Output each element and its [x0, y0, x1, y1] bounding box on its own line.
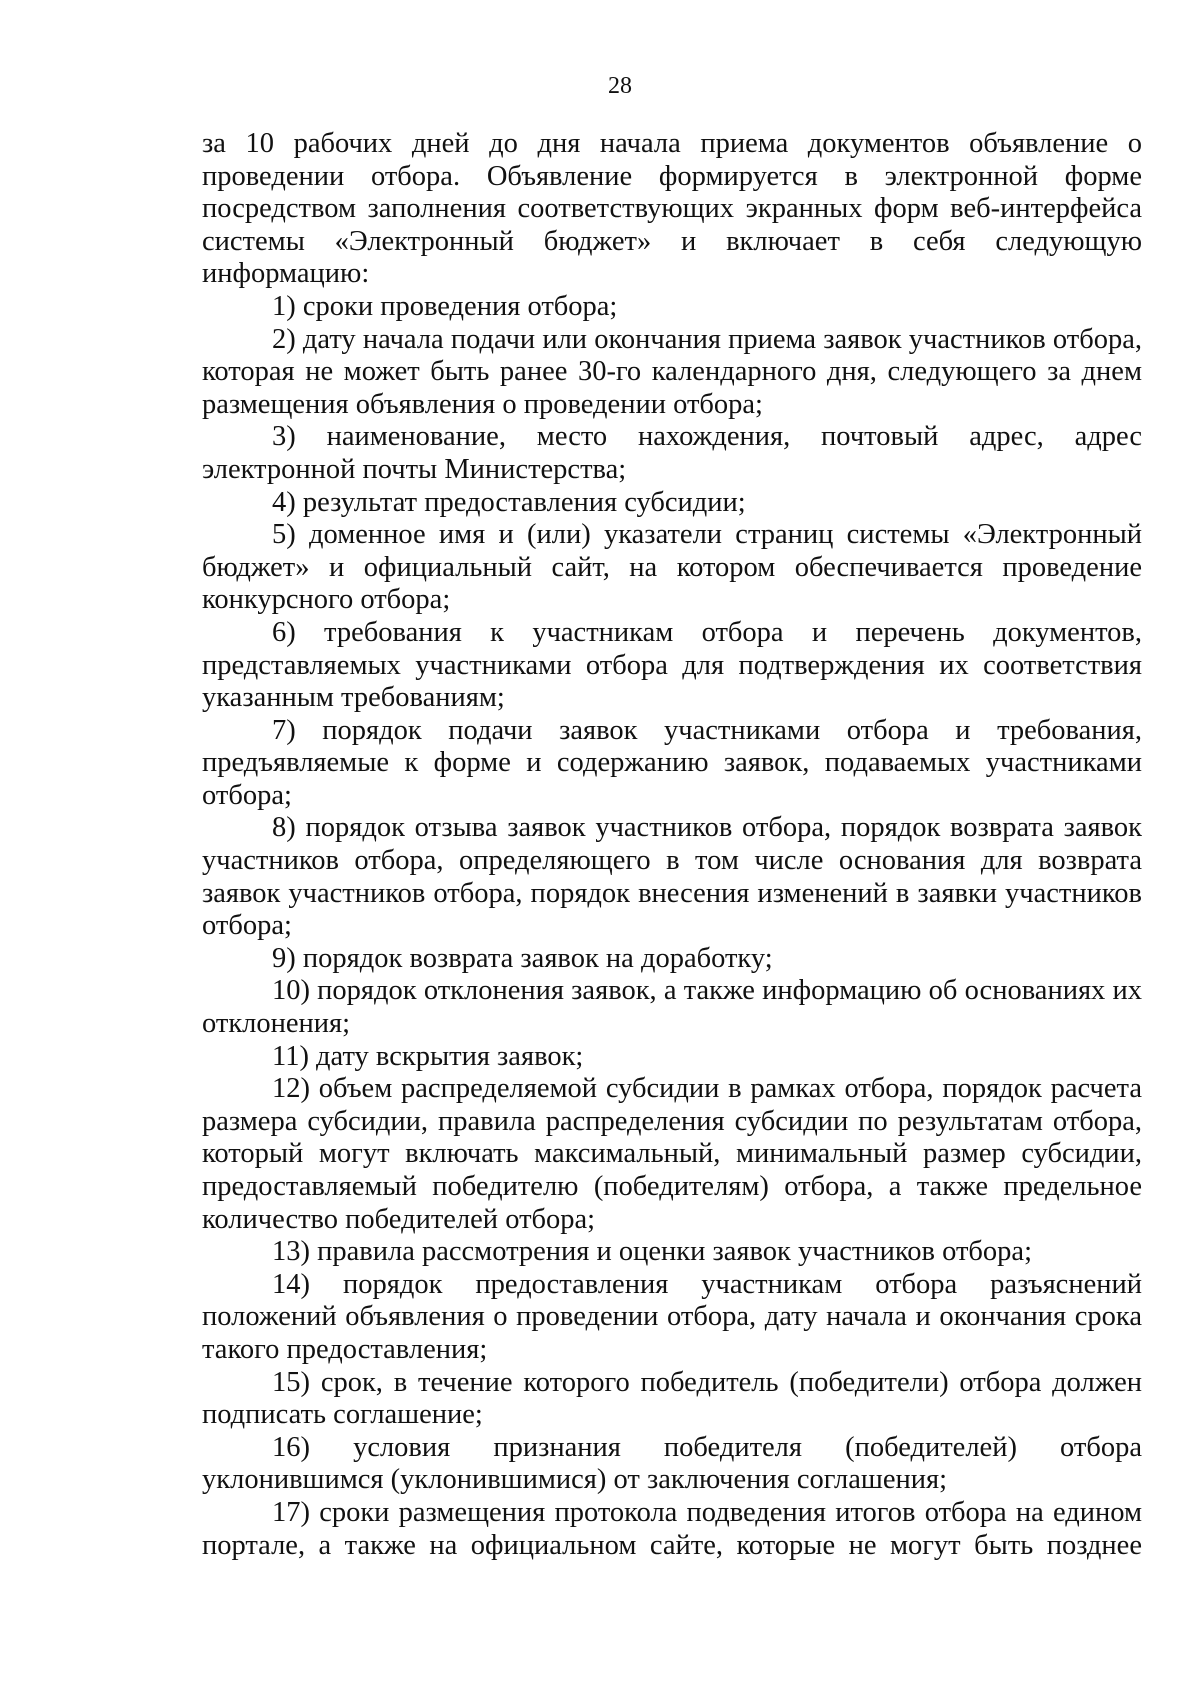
list-item: 3) наименование, место нахождения, почтовый адрес, адрес электронной почты Министерства;	[202, 421, 1142, 485]
list-item: 15) срок, в течение которого победитель (победители) отбора должен подписать соглашение;	[202, 1366, 1142, 1431]
list-item: 2) дату начала подачи или окончания приема заявок участников отбора, которая не может быть ранее 30-го календарного дня, следующего за днем размещения объявления о проведении отбора;	[202, 323, 1142, 420]
list-item: 13) правила рассмотрения и оценки заявок участников отбора;	[272, 1236, 1032, 1268]
list-item: 11) дату вскрытия заявок;	[272, 1040, 584, 1072]
list-item: 14) порядок предоставления участникам отбора разъяснений положений объявления о проведении отбора, дату начала и окончания срока такого предоставления;	[202, 1268, 1142, 1365]
list-item: 6) требования к участникам отбора и перечень документов, представляемых участниками отбора для подтверждения их соответствия указанным требованиям;	[202, 616, 1142, 714]
list-item: 17) сроки размещения протокола подведения итогов отбора на едином портале, а также на официальном сайте, которые не могут быть позднее	[202, 1496, 1142, 1561]
page-number: 28	[608, 73, 632, 99]
list-item: 16) условия признания победителя (победителей) отбора уклонившимся (уклонившимися) от заключения соглашения;	[202, 1431, 1142, 1496]
list-item: 10) порядок отклонения заявок, а также информацию об основаниях их отклонения;	[202, 975, 1142, 1040]
list-item: 4) результат предоставления субсидии;	[272, 486, 746, 518]
intro-paragraph: за 10 рабочих дней до дня начала приема документов объявление о проведении отбора. Объявление формируется в электронной форме посредством заполнения соответствующих экранных форм веб-интерфейса системы «Электронный бюджет» и включает в себя следующую информацию:	[202, 128, 1142, 290]
list-item: 12) объем распределяемой субсидии в рамках отбора, порядок расчета размера субсидии, правила распределения субсидии по результатам отбора, который могут включать максимальный, минимальный размер субсидии, предоставляемый победителю (победителям) отбора, а также предельное количество победителей отбора;	[202, 1073, 1142, 1235]
list-item: 7) порядок подачи заявок участниками отбора и требования, предъявляемые к форме и содержанию заявок, подаваемых участниками отбора;	[202, 714, 1142, 811]
list-item: 9) порядок возврата заявок на доработку;	[272, 942, 773, 974]
list-item: 8) порядок отзыва заявок участников отбора, порядок возврата заявок участников отбора, определяющего в том числе основания для возврата заявок участников отбора, порядок внесения изменений в заявки участников отбора;	[202, 812, 1142, 942]
document-body	[202, 128, 1142, 1562]
list-item: 5) доменное имя и (или) указатели страниц системы «Электронный бюджет» и официальный сайт, на котором обеспечивается проведение конкурсного отбора;	[202, 519, 1142, 616]
list-item: 1) сроки проведения отбора;	[272, 290, 618, 322]
